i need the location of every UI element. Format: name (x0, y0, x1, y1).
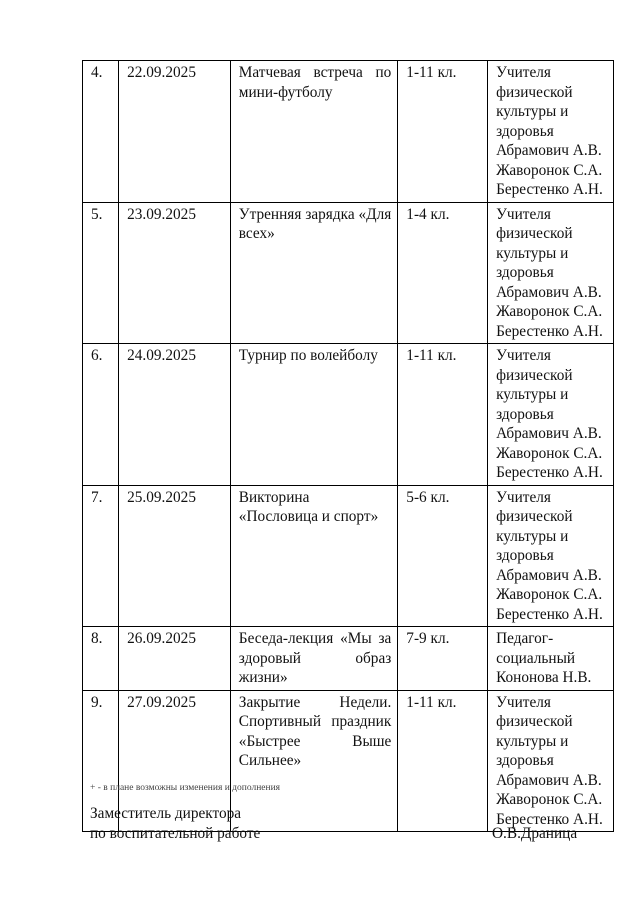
responsible-line: Учителя (496, 64, 551, 81)
table-row (83, 344, 614, 486)
responsible-line: физической (496, 83, 573, 101)
row-date: 24.09.2025 (119, 344, 231, 486)
responsible-line: физической (496, 366, 573, 384)
table-row (83, 485, 614, 627)
events-table-body (83, 61, 614, 832)
responsible-line: Педагог- (496, 630, 554, 647)
row-grades: 5-6 кл. (398, 485, 488, 627)
signature-position-line-1: Заместитель директора (90, 805, 242, 822)
responsible-line: Абрамович А.В. (496, 771, 602, 789)
row-number: 7. (83, 485, 119, 627)
responsible-line: Жаворонок С.А. (496, 586, 603, 603)
responsible-line: Учителя (496, 488, 551, 506)
responsible-line: Учителя (496, 347, 551, 364)
row-grades: 1-11 кл. (398, 690, 488, 832)
row-number: 6. (83, 344, 119, 486)
row-event: Закрытие Недели. Спортивный праздник «Быстрее Выше Сильнее» (230, 690, 398, 832)
responsible-line: Берестенко А.Н. (496, 181, 603, 198)
row-event: Матчевая встреча по мини-футболу (230, 61, 398, 203)
responsible-line: физической (496, 225, 573, 242)
signature-block (90, 804, 260, 844)
responsible-line: здоровья (496, 122, 554, 140)
table-row (83, 202, 614, 344)
row-grades: 1-11 кл. (398, 344, 488, 486)
footnote: + - в плане возможны изменения и дополнения (90, 783, 281, 793)
responsible-line: здоровья (496, 547, 554, 564)
signature-position-line-2: по воспитательной работе (90, 825, 261, 842)
row-responsible (488, 485, 614, 627)
row-event: Беседа-лекция «Мы за здоровый образ жизни» (230, 627, 398, 691)
responsible-line: Абрамович А.В. (496, 283, 602, 301)
responsible-line: здоровья (496, 264, 554, 281)
row-number: 9. (83, 690, 119, 832)
responsible-line: Абрамович А.В. (496, 566, 602, 584)
row-grades: 1-4 кл. (398, 202, 488, 344)
row-date: 23.09.2025 (119, 202, 231, 344)
responsible-line: социальный (496, 649, 576, 667)
row-event: Турнир по волейболу (230, 344, 398, 486)
plan-table-container (82, 60, 614, 832)
responsible-line: культуры и (496, 244, 569, 262)
row-number: 8. (83, 627, 119, 691)
responsible-line: Кононова Н.В. (496, 669, 592, 686)
row-event: Утренняя зарядка «Для всех» (230, 202, 398, 344)
responsible-line: Жаворонок С.А. (496, 161, 603, 179)
table-row (83, 61, 614, 203)
responsible-line: Берестенко А.Н. (496, 464, 603, 481)
row-grades: 1-11 кл. (398, 61, 488, 203)
responsible-line: культуры и (496, 527, 569, 545)
row-number: 4. (83, 61, 119, 203)
responsible-line: Абрамович А.В. (496, 142, 602, 159)
responsible-line: Абрамович А.В. (496, 425, 602, 442)
row-grades: 7-9 кл. (398, 627, 488, 691)
responsible-line: Учителя (496, 693, 551, 711)
responsible-line: Берестенко А.Н. (496, 605, 603, 623)
responsible-line: здоровья (496, 752, 554, 769)
responsible-line: Жаворонок С.А. (496, 303, 603, 320)
events-table (82, 60, 614, 832)
row-date: 22.09.2025 (119, 61, 231, 203)
row-responsible (488, 61, 614, 203)
row-date: 25.09.2025 (119, 485, 231, 627)
responsible-line: культуры и (496, 103, 569, 120)
signature-name: О.В.Драница (492, 825, 578, 842)
row-responsible (488, 690, 614, 832)
table-row (83, 627, 614, 691)
responsible-line: культуры и (496, 732, 569, 750)
row-responsible (488, 202, 614, 344)
responsible-line: Берестенко А.Н. (496, 322, 603, 340)
row-date: 27.09.2025 (119, 690, 231, 832)
responsible-line: культуры и (496, 386, 569, 403)
row-event: Викторина «Пословица и спорт» (230, 485, 398, 627)
responsible-line: Жаворонок С.А. (496, 791, 603, 808)
responsible-line: физической (496, 508, 573, 525)
row-responsible (488, 627, 614, 691)
row-date: 26.09.2025 (119, 627, 231, 691)
responsible-line: здоровья (496, 405, 554, 423)
responsible-line: Жаворонок С.А. (496, 444, 603, 462)
row-responsible (488, 344, 614, 486)
responsible-line: Учителя (496, 205, 551, 223)
responsible-line: Берестенко А.Н. (496, 810, 603, 828)
responsible-line: физической (496, 713, 573, 730)
row-number: 5. (83, 202, 119, 344)
